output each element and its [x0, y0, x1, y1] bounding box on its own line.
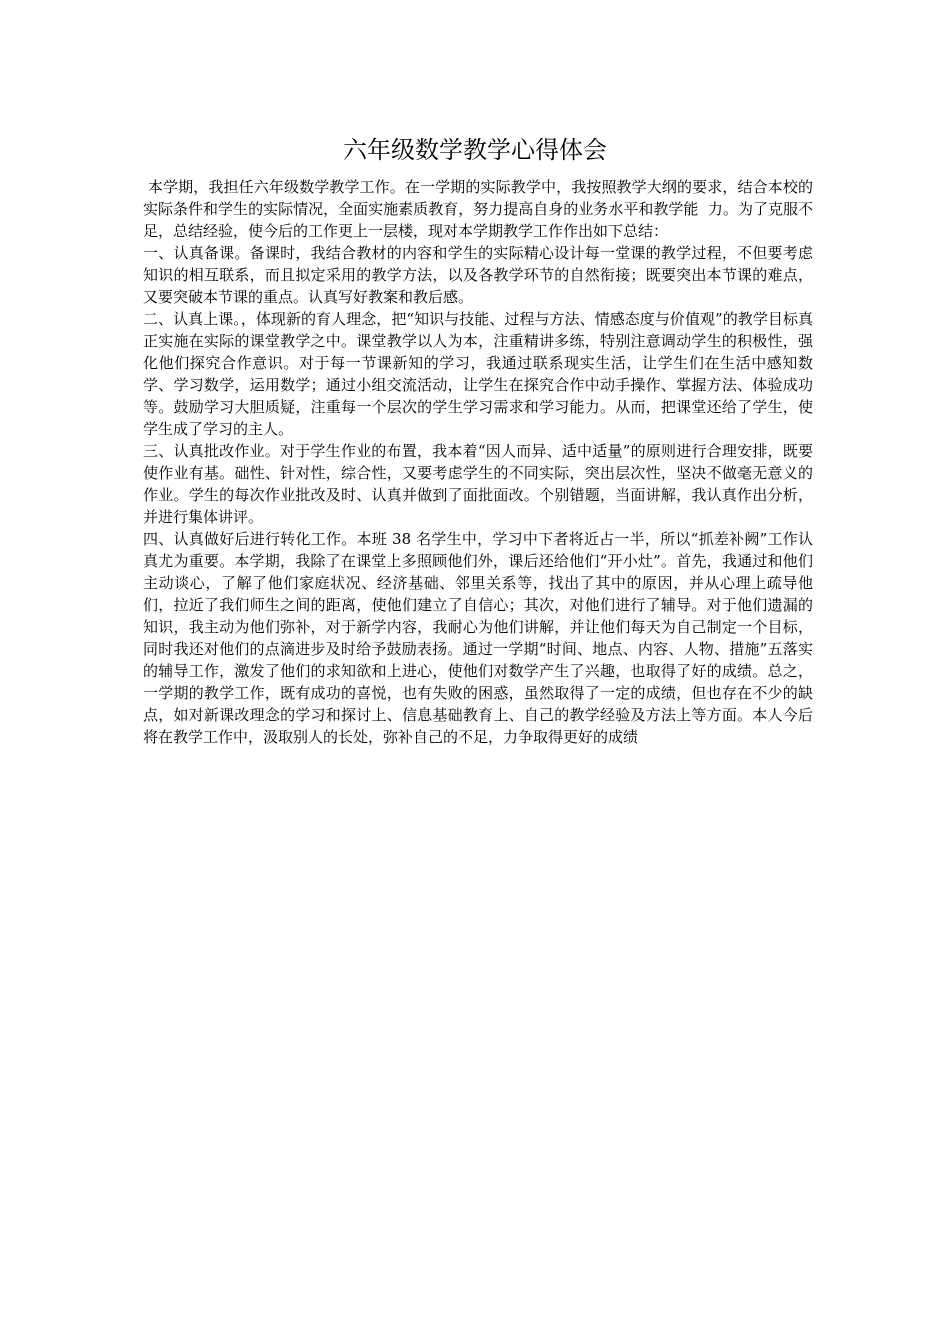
intro-paragraph: 本学期，我担任六年级数学教学工作。在一学期的实际教学中，我按照教学大纲的要求，结合本校的实际条件和学生的实际情况，全面实施素质教育，努力提高自身的业务水平和教学能 力。为了克服不足，总结经验，使今后的工作更上一层楼，现对本学期教学工作作出如下总结：: [143, 178, 813, 240]
section-2-teaching: 二、认真上课。，体现新的育人理念，把“知识与技能、过程与方法、情感态度与价值观”的教学目标真正实施在实际的课堂教学之中。课堂教学以人为本，注重精讲多练，特别注意调动学生的积极性，强化他们探究合作意识。对于每一节课新知的学习，我通过联系现实生活，让学生们在生活中感知数学、学习数学，运用数学；通过小组交流活动，让学生在探究合作中动手操作、掌握方法、体验成功等。鼓励学习大胆质疑，注重每一个层次的学生学习需求和学习能力。从而，把课堂还给了学生，使学生成了学习的主人。: [143, 310, 813, 438]
document-body: [143, 176, 813, 748]
section-1-preparation: 一、认真备课。备课时，我结合教材的内容和学生的实际精心设计每一堂课的教学过程，不但要考虑知识的相互联系，而且拟定采用的教学方法，以及各教学环节的自然衔接；既要突出本节课的难点，又要突破本节课的重点。认真写好教案和教后感。: [143, 244, 813, 306]
section-3-homework: 三、认真批改作业。对于学生作业的布置，我本着“因人而异、适中适量”的原则进行合理安排，既要使作业有基。础性、针对性，综合性，又要考虑学生的不同实际，突出层次性，坚决不做毫无意义的作业。学生的每次作业批改及时、认真并做到了面批面改。个别错题，当面讲解，我认真作出分析，并进行集体讲评。: [143, 442, 813, 526]
document-title: 六年级数学教学心得体会: [343, 136, 607, 164]
section-4-tutoring-and-summary: 四、认真做好后进行转化工作。本班 38 名学生中，学习中下者将近占一半，所以“抓差补阙”工作认真尤为重要。本学期，我除了在课堂上多照顾他们外，课后还给他们“开小灶”。首先，我通过和他们主动谈心，了解了他们家庭状况、经济基础、邻里关系等，找出了其中的原因，并从心理上疏导他们，拉近了我们师生之间的距离，使他们建立了自信心；其次，对他们进行了辅导。对于他们遗漏的知识，我主动为他们弥补，对于新学内容，我耐心为他们讲解，并让他们每天为自己制定一个目标，同时我还对他们的点滴进步及时给予鼓励表扬。通过一学期“时间、地点、内容、人物、措施”五落实的辅导工作，激发了他们的求知欲和上进心，使他们对数学产生了兴趣，也取得了好的成绩。总之，一学期的教学工作，既有成功的喜悦，也有失败的困惑，虽然取得了一定的成绩，但也存在不少的缺点，如对新课改理念的学习和探讨上、信息基础教育上、自己的教学经验及方法上等方面。本人今后将在教学工作中，汲取别人的长处，弥补自己的不足，力争取得更好的成绩: [143, 530, 813, 746]
